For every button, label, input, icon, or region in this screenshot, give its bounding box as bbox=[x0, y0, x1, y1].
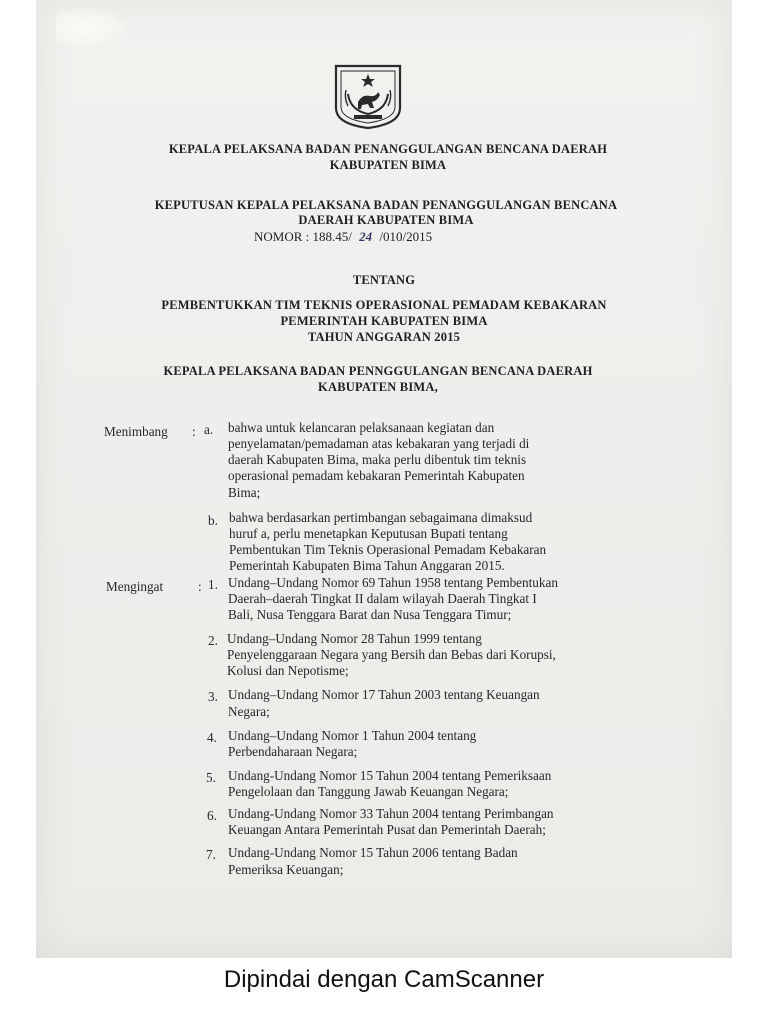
mengingat-colon: : bbox=[198, 579, 202, 594]
decree-title-line1: KEPUTUSAN KEPALA PELAKSANA BADAN PENANGGULANGAN BENCANA bbox=[154, 198, 618, 212]
mengingat-item-7-line1: Undang-Undang Nomor 15 Tahun 2006 tentang Badan bbox=[228, 845, 518, 860]
subject-line1: PEMBENTUKKAN TIM TEKNIS OPERASIONAL PEMADAM KEBAKARAN bbox=[161, 298, 607, 312]
mengingat-item-6-line1: Undang-Undang Nomor 33 Tahun 2004 tentang Perimbangan bbox=[228, 806, 554, 821]
nomor-label: NOMOR : bbox=[254, 229, 310, 244]
mengingat-item-1-marker: 1. bbox=[208, 577, 218, 592]
mengingat-item-1-line3: Bali, Nusa Tenggara Barat dan Nusa Tenggara Timur; bbox=[228, 607, 512, 622]
menimbang-item-b-line4: Pemerintah Kabupaten Bima Tahun Anggaran 2015. bbox=[229, 558, 505, 573]
menimbang-item-a-line1: bahwa untuk kelancaran pelaksanaan kegiatan dan bbox=[228, 420, 495, 435]
mengingat-item-7-marker: 7. bbox=[206, 847, 216, 862]
mengingat-item-5-marker: 5. bbox=[206, 770, 216, 785]
mengingat-item-6-line2: Keuangan Antara Pemerintah Pusat dan Pemerintah Daerah; bbox=[228, 822, 546, 837]
official-line2: KABUPATEN BIMA, bbox=[318, 380, 438, 394]
mengingat-item-2-line1: Undang–Undang Nomor 28 Tahun 1999 tentang bbox=[227, 631, 482, 646]
mengingat-item-3-line1: Undang–Undang Nomor 17 Tahun 2003 tentang Keuangan bbox=[228, 687, 540, 702]
paper-tear bbox=[56, 8, 126, 48]
menimbang-item-a-line4: operasional pemadam kebakaran Pemerintah Kabupaten bbox=[228, 468, 525, 483]
menimbang-item-b-marker: b. bbox=[208, 513, 218, 528]
mengingat-label: Mengingat bbox=[106, 579, 164, 594]
mengingat-item-1-line1: Undang–Undang Nomor 69 Tahun 1958 tentang Pembentukan bbox=[228, 575, 558, 590]
menimbang-colon: : bbox=[192, 424, 196, 439]
official-line1: KEPALA PELAKSANA BADAN PENNGGULANGAN BENCANA DAERAH bbox=[163, 364, 593, 378]
scanned-document-page bbox=[36, 0, 732, 958]
decree-number bbox=[254, 229, 432, 245]
mengingat-item-3-marker: 3. bbox=[208, 689, 218, 704]
menimbang-item-b-line2: huruf a, perlu menetapkan Keputusan Bupati tentang bbox=[229, 526, 508, 541]
mengingat-item-2-marker: 2. bbox=[208, 633, 218, 648]
mengingat-item-3-line2: Negara; bbox=[228, 704, 270, 719]
menimbang-item-b-line1: bahwa berdasarkan pertimbangan sebagaimana dimaksud bbox=[229, 510, 533, 525]
menimbang-item-b-line3: Pembentukan Tim Teknis Operasional Pemadam Kebakaran bbox=[229, 542, 547, 557]
menimbang-item-a-line2: penyelamatan/pemadaman atas kebakaran yang terjadi di bbox=[228, 436, 530, 451]
kabupaten-bima-emblem-icon bbox=[332, 64, 404, 130]
mengingat-item-4-marker: 4. bbox=[207, 730, 217, 745]
mengingat-item-5-line1: Undang-Undang Nomor 15 Tahun 2004 tentang Pemeriksaan bbox=[228, 768, 552, 783]
header-title-line1: KEPALA PELAKSANA BADAN PENANGGULANGAN BENCANA DAERAH bbox=[168, 142, 608, 156]
mengingat-item-1-line2: Daerah–daerah Tingkat II dalam wilayah Daerah Tingkat I bbox=[228, 591, 537, 606]
tentang-heading: TENTANG bbox=[352, 273, 416, 287]
mengingat-item-4-line1: Undang–Undang Nomor 1 Tahun 2004 tentang bbox=[228, 728, 477, 743]
nomor-suffix: /010/2015 bbox=[379, 229, 433, 244]
camscanner-footer-label: Dipindai dengan CamScanner bbox=[223, 966, 545, 993]
mengingat-item-4-line2: Perbendaharaan Negara; bbox=[228, 744, 358, 759]
menimbang-item-a-line5: Bima; bbox=[228, 485, 261, 500]
nomor-handwritten: 24 bbox=[359, 229, 373, 244]
header-title-line2: KABUPATEN BIMA bbox=[329, 158, 447, 172]
mengingat-item-2-line3: Kolusi dan Nepotisme; bbox=[227, 663, 349, 678]
menimbang-item-a-marker: a. bbox=[204, 422, 214, 437]
mengingat-item-7-line2: Pemeriksa Keuangan; bbox=[228, 862, 344, 877]
menimbang-item-a-line3: daerah Kabupaten Bima, maka perlu dibentuk tim teknis bbox=[228, 452, 527, 467]
mengingat-item-6-marker: 6. bbox=[207, 808, 217, 823]
mengingat-item-2-line2: Penyelenggaraan Negara yang Bersih dan Bebas dari Korupsi, bbox=[227, 647, 556, 662]
decree-title-line2: DAERAH KABUPATEN BIMA bbox=[298, 213, 474, 227]
menimbang-label: Menimbang bbox=[104, 424, 168, 439]
mengingat-item-5-line2: Pengelolaan dan Tanggung Jawab Keuangan Negara; bbox=[228, 784, 509, 799]
subject-line2: PEMERINTAH KABUPATEN BIMA bbox=[280, 314, 488, 328]
subject-line3: TAHUN ANGGARAN 2015 bbox=[307, 330, 461, 344]
nomor-value: 188.45/ bbox=[312, 229, 352, 244]
